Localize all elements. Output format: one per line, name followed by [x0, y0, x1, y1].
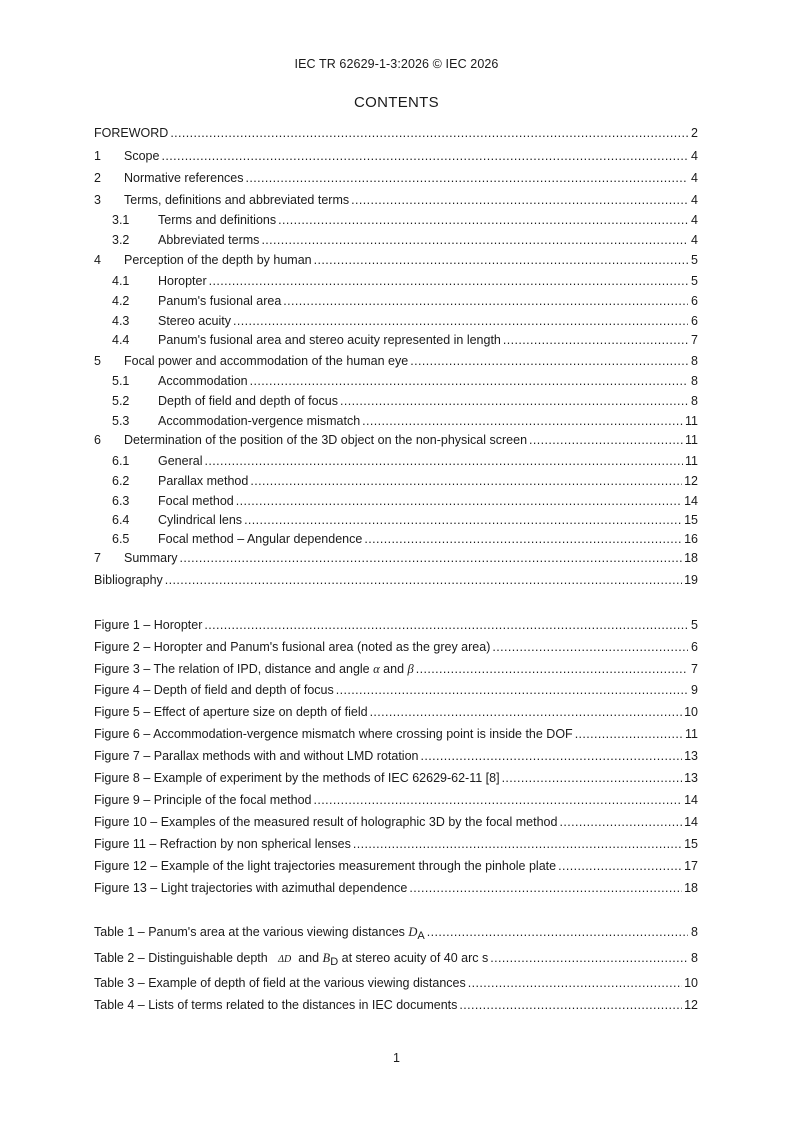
toc-entry-angular-dependence[interactable]: 6.5 Focal method – Angular dependence ..... 16	[94, 531, 698, 547]
toc-entry-accommodation[interactable]: 5.1 Accommodation ..... 8	[94, 373, 698, 389]
toc-entry-scope[interactable]: 1 Scope ..... 4	[94, 148, 698, 164]
toc-figure-2[interactable]: Figure 2 – Horopter and Panum's fusional area (noted as the grey area) ..... 6	[94, 639, 698, 655]
document-header: IEC TR 62629-1-3:2026 © IEC 2026	[294, 57, 499, 71]
toc-table-1[interactable]: Table 1 – Panum's area at the various viewing distances DA ..... 8	[94, 924, 698, 940]
toc-entry-focal-method[interactable]: 6.3 Focal method ..... 14	[94, 493, 698, 509]
alpha-symbol: α	[373, 662, 380, 676]
toc-figure-1[interactable]: Figure 1 – Horopter ..... 5	[94, 617, 698, 633]
toc-entry-normative-references[interactable]: 2 Normative references ..... 4	[94, 170, 698, 186]
toc-table-2[interactable]: Table 2 – Distinguishable depth ΔD and BD at stereo acuity of 40 arc s ..... 8	[94, 950, 698, 966]
toc-entry-general[interactable]: 6.1 General ..... 11	[94, 453, 698, 469]
page-number: 1	[393, 1051, 400, 1065]
toc-entry-foreword[interactable]: FOREWORD ..... 2	[94, 125, 698, 141]
toc-entry-terms[interactable]: 3 Terms, definitions and abbreviated terms ..... 4	[94, 192, 698, 208]
toc-figure-11[interactable]: Figure 11 – Refraction by non spherical lenses ..... 15	[94, 836, 698, 852]
delta-d-symbol: ΔD	[278, 954, 292, 965]
toc-entry-depth-of-field[interactable]: 5.2 Depth of field and depth of focus ..... 8	[94, 393, 698, 409]
toc-figure-8[interactable]: Figure 8 – Example of experiment by the methods of IEC 62629-62-11 [8] ..... 13	[94, 770, 698, 786]
toc-figure-10[interactable]: Figure 10 – Examples of the measured result of holographic 3D by the focal method ..... 14	[94, 814, 698, 830]
toc-figure-6[interactable]: Figure 6 – Accommodation-vergence mismatch where crossing point is inside the DOF ..... 11	[94, 726, 698, 742]
toc-figure-3[interactable]: Figure 3 – The relation of IPD, distance and angle α and β ..... 7	[94, 661, 698, 677]
toc-entry-determination[interactable]: 6 Determination of the position of the 3D object on the non-physical screen ..... 11	[94, 432, 698, 448]
toc-entry-summary[interactable]: 7 Summary ..... 18	[94, 550, 698, 566]
b-symbol: B	[322, 951, 331, 965]
toc-figure-12[interactable]: Figure 12 – Example of the light trajectories measurement through the pinhole plate ..... 17	[94, 858, 698, 874]
toc-entry-abbreviated-terms[interactable]: 3.2 Abbreviated terms ..... 4	[94, 232, 698, 248]
toc-entry-bibliography[interactable]: Bibliography ..... 19	[94, 572, 698, 588]
d-symbol: D	[408, 925, 418, 939]
toc-entry-stereo-acuity[interactable]: 4.3 Stereo acuity ..... 6	[94, 313, 698, 329]
toc-entry-focal-power[interactable]: 5 Focal power and accommodation of the human eye ..... 8	[94, 353, 698, 369]
toc-entry-panums-area[interactable]: 4.2 Panum's fusional area ..... 6	[94, 293, 698, 309]
toc-figure-5[interactable]: Figure 5 – Effect of aperture size on depth of field ..... 10	[94, 704, 698, 720]
toc-figure-7[interactable]: Figure 7 – Parallax methods with and without LMD rotation ..... 13	[94, 748, 698, 764]
toc-entry-parallax-method[interactable]: 6.2 Parallax method ..... 12	[94, 473, 698, 489]
toc-figure-13[interactable]: Figure 13 – Light trajectories with azimuthal dependence ..... 18	[94, 880, 698, 896]
toc-table-3[interactable]: Table 3 – Example of depth of field at the various viewing distances ..... 10	[94, 975, 698, 991]
toc-entry-av-mismatch[interactable]: 5.3 Accommodation-vergence mismatch ..... 11	[94, 413, 698, 429]
toc-figure-4[interactable]: Figure 4 – Depth of field and depth of focus ..... 9	[94, 682, 698, 698]
page-title: CONTENTS	[354, 94, 439, 111]
beta-symbol: β	[407, 662, 414, 676]
toc-entry-cylindrical-lens[interactable]: 6.4 Cylindrical lens ..... 15	[94, 512, 698, 528]
toc-entry-horopter[interactable]: 4.1 Horopter ..... 5	[94, 273, 698, 289]
toc-entry-terms-definitions[interactable]: 3.1 Terms and definitions ..... 4	[94, 212, 698, 228]
toc-table-4[interactable]: Table 4 – Lists of terms related to the distances in IEC documents ..... 12	[94, 997, 698, 1013]
toc-entry-panums-length[interactable]: 4.4 Panum's fusional area and stereo acuity represented in length ..... 7	[94, 332, 698, 348]
toc-entry-perception-depth[interactable]: 4 Perception of the depth by human ..... 5	[94, 252, 698, 268]
toc-figure-9[interactable]: Figure 9 – Principle of the focal method ..... 14	[94, 792, 698, 808]
